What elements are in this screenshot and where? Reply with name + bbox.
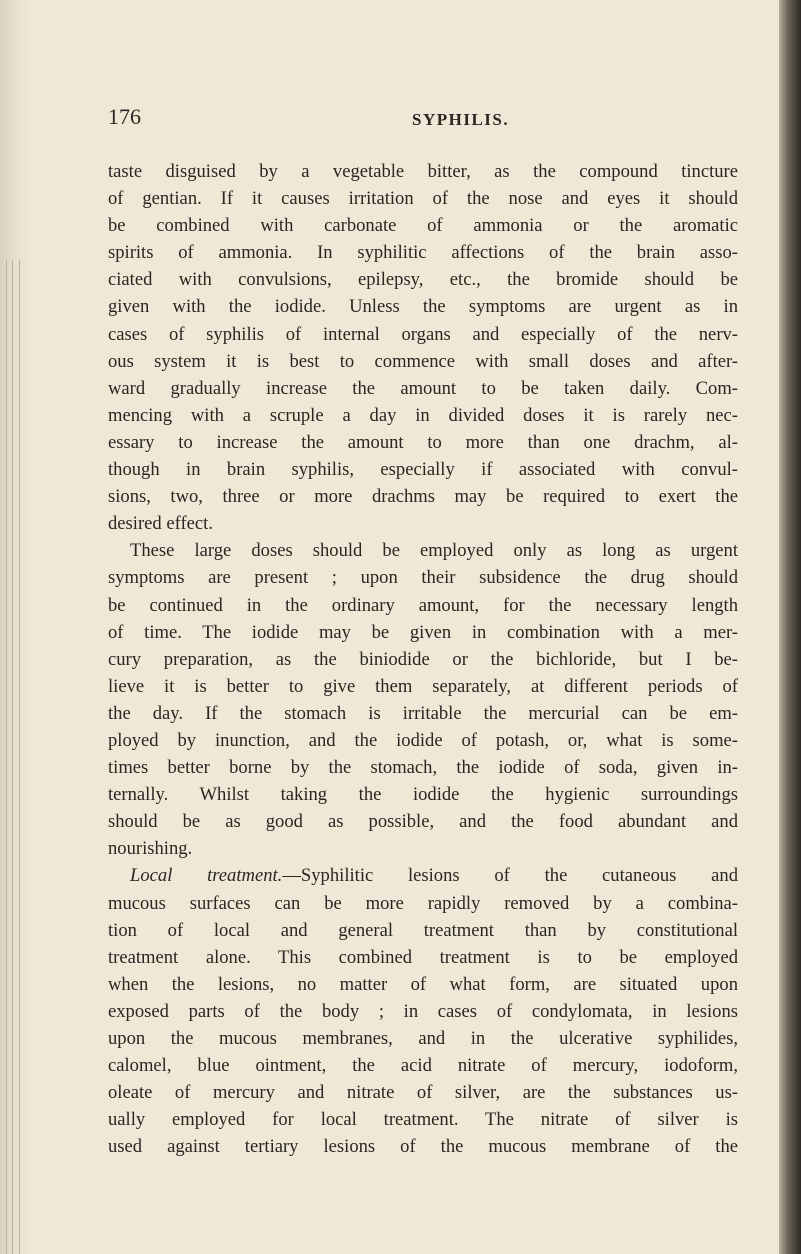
text-line: ward gradually increase the amount to be taken daily. Com- [108,377,738,399]
text-line: cases of syphilis of internal organs and especially of the nerv- [108,323,738,345]
text-line: lieve it is better to give them separately, at different periods of [108,675,738,697]
text-line [108,862,738,889]
text-line: upon the mucous membranes, and in the ulcerative syphilides, [108,1028,738,1049]
text-line: the day. If the stomach is irritable the mercurial can be em- [108,702,738,724]
text-line: nourishing. [108,838,193,860]
text-line: be combined with carbonate of ammonia or the aromatic [108,215,738,237]
text-line: be continued in the ordinary amount, for the necessary length [108,594,738,616]
text-line: times better borne by the stomach, the iodide of soda, given in- [108,757,738,779]
text-line: essary to increase the amount to more than one drachm, al- [108,431,738,453]
text-line: exposed parts of the body ; in cases of condylomata, in lesions [108,1000,738,1022]
text-line: of gentian. If it causes irritation of the nose and eyes it should [108,188,738,210]
text-line: desired effect. [108,513,213,535]
page-gutter [0,0,30,1254]
text-line: symptoms are present ; upon their subsidence the drug should [108,567,738,589]
page-number: 176 [108,104,141,129]
text-line: taste disguised by a vegetable bitter, as the compound tincture [108,161,738,182]
text-line: ually employed for local treatment. The nitrate of silver is [108,1109,738,1131]
text-line: spirits of ammonia. In syphilitic affections of the brain asso- [108,242,738,264]
text-line: ternally. Whilst taking the iodide the hygienic surroundings [108,784,738,806]
text-line: sions, two, three or more drachms may be required to exert the [108,486,738,508]
text-line-continuation: —Syphilitic lesions of the cutaneous and [282,865,738,887]
text-line: though in brain syphilis, especially if associated with convul- [108,459,738,481]
running-head: SYPHILIS. [412,110,510,129]
section-heading-local-treatment: Local treatment. [130,865,283,887]
text-line: mencing with a scruple a day in divided doses it is rarely nec- [108,404,738,426]
text-line: calomel, blue ointment, the acid nitrate of mercury, iodoform, [108,1055,738,1077]
text-line: cury preparation, as the biniodide or the bichloride, but I be- [108,648,738,670]
text-line: ciated with convulsions, epilepsy, etc., the bromide should be [108,269,738,291]
text-line: These large doses should be employed only as long as urgent [130,540,738,562]
text-line: should be as good as possible, and the food abundant and [108,811,738,833]
text-line: ous system it is best to commence with small doses and after- [108,350,738,372]
text-line: used against tertiary lesions of the mucous membrane of the [108,1136,738,1158]
text-line: given with the iodide. Unless the symptoms are urgent as in [108,296,738,318]
text-line: mucous surfaces can be more rapidly removed by a combina- [108,892,738,914]
body-text [108,158,738,1160]
book-edge-shadow [779,0,801,1254]
text-line: ployed by inunction, and the iodide of potash, or, what is some- [108,729,738,751]
text-line: oleate of mercury and nitrate of silver, are the substances us- [108,1082,738,1104]
text-line: tion of local and general treatment than by constitutional [108,919,738,941]
text-line: when the lesions, no matter of what form, are situated upon [108,973,738,995]
text-line: of time. The iodide may be given in combination with a mer- [108,621,738,643]
text-line: treatment alone. This combined treatment is to be employed [108,946,738,968]
